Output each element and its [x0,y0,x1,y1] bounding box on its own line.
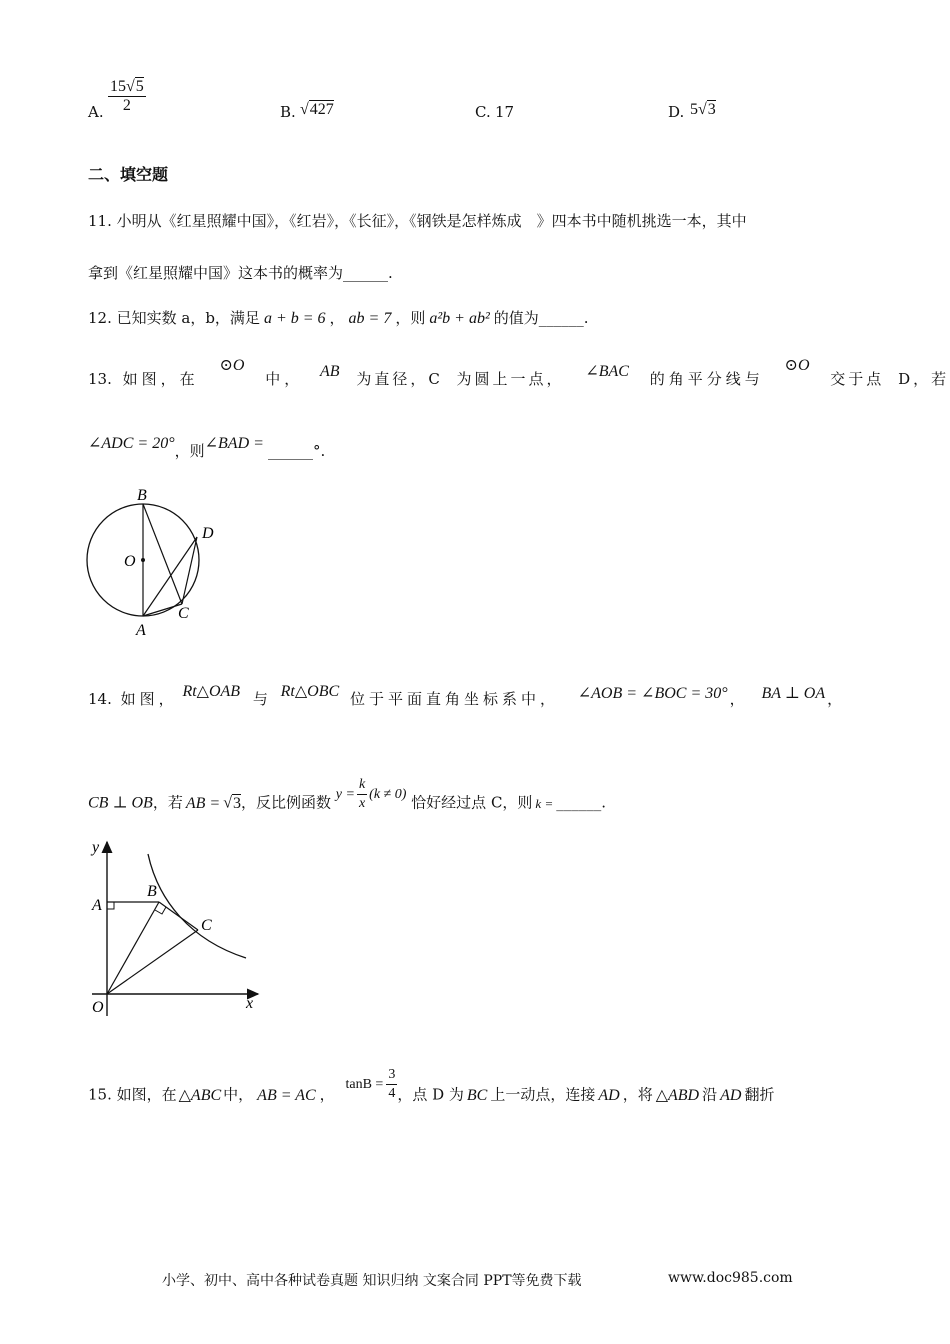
right-angle-a [107,902,114,909]
segment-bc [143,504,182,604]
q15-line: 15. 如图，在 △ABC 中， AB = AC ， tanB = $\frac{3}{4}$ ，点 D 为 BC 上一动点，连接 AD ，将 △ABD 沿 AD 翻折 [88,1067,775,1104]
label-a: A [136,622,146,639]
option-c-label: C. [475,103,491,121]
segment-oc [107,930,198,994]
label-y: y [92,839,100,856]
segment-ac [143,604,182,616]
q11-line1: 11. 小明从《红星照耀中国》，《红岩》，《长征》，《钢铁是怎样炼成 》四本书中随机挑选一本，其中 [88,212,747,230]
label-b: B [137,487,147,504]
center-point [141,558,145,562]
figure-14 [80,830,270,1020]
option-b-label: B. [280,103,296,121]
section-title: 二、填空题 [88,165,169,184]
q11-line2: 拿到《红星照耀中国》这本书的概率为______. [88,264,393,282]
option-a-label: A. [88,103,104,121]
q14-line2: CB ⊥ OB，若 AB = √3，反比例函数 y = $\frac{k}{x}$ (k ≠ 0) 恰好经过点 C，则 k = ______. [88,777,606,812]
label-o: O [124,553,136,570]
label-c: C [201,917,212,934]
label-d: D [202,525,214,542]
footer-text: 小学、初中、高中各种试卷真题 知识归纳 文案合同 PPT等免费下载 [162,1273,582,1289]
option-d-value: 5√3 [690,101,716,118]
segment-bc [159,902,198,930]
label-c: C [178,605,189,622]
option-d-label: D. [668,103,685,121]
label-o: O [92,999,104,1016]
q13-line1: 13. 如图，在 ⊙O 中， AB 为直径，C 为圆上一点， ∠BAC 的角平分线与 ⊙O 交于点 D，若 [88,357,950,388]
option-b-value: √427 [300,101,334,118]
q13-line2: ∠ADC = 20°，则∠BAD = ______°. [88,435,326,460]
segment-ad [143,537,197,616]
label-b: B [147,883,157,900]
q14-line1: 14. 如图， Rt△OAB 与 Rt△OBC 位于平面直角坐标系中， ∠AOB = ∠BOC = 30° ， BA ⊥ OA ， [88,683,843,708]
q12-line: 12. 已知实数 a，b，满足 a + b = 6 ， ab = 7 ，则 a²b + ab² 的值为______. [88,309,589,327]
segment-ob [107,902,159,994]
label-x: x [246,995,254,1012]
footer-url[interactable]: www.doc985.com [668,1270,793,1286]
figure-13 [80,480,230,640]
option-a-value: $\frac{15√5}{2}$ [110,78,144,114]
right-angle-b [155,907,166,914]
label-a: A [92,897,102,914]
option-c-value: 17 [495,103,515,121]
hyperbola [148,854,246,958]
